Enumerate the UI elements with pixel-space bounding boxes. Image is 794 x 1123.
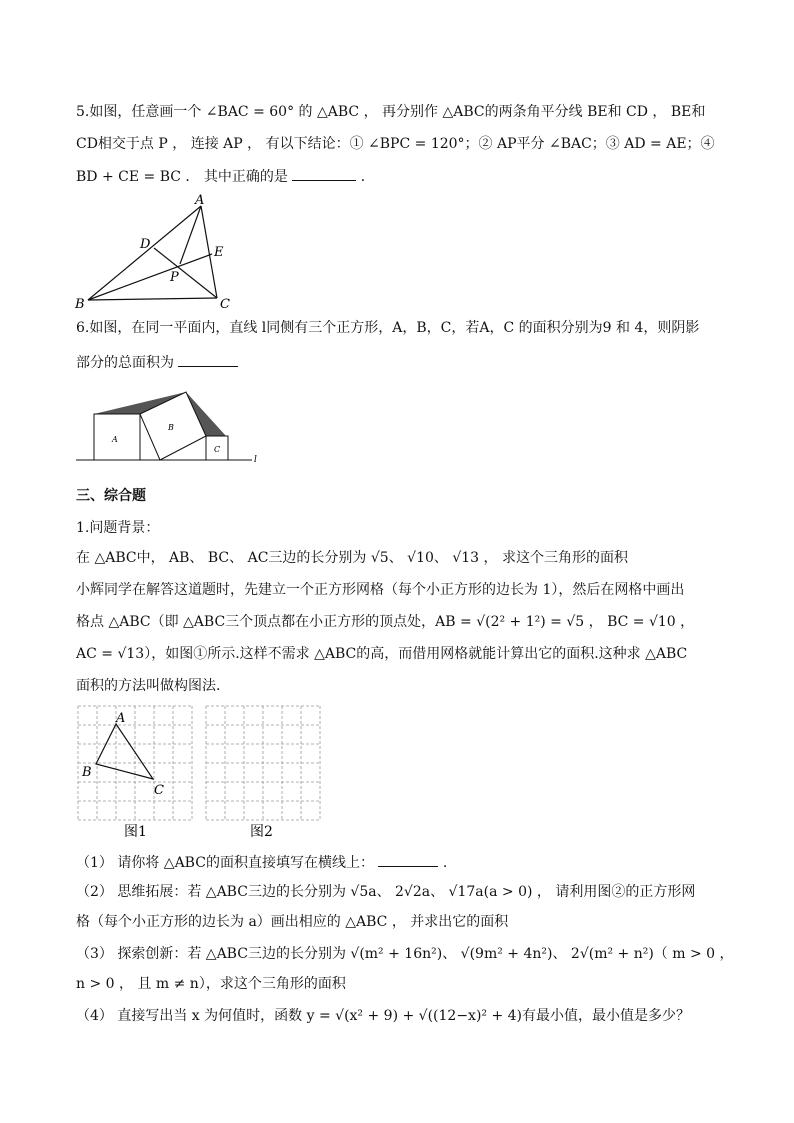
grid-triangle-abc <box>96 724 153 779</box>
q1-part-1 <box>76 852 726 873</box>
grid-label-c: C <box>154 783 164 798</box>
label-c: C <box>220 297 230 312</box>
q1-part-2b: 格（每个小正方形的边长为 a）画出相应的 △ABC ， 并求出它的面积 <box>76 914 509 930</box>
q5-line-1: 5.如图，任意画一个 ∠BAC = 60° 的 △ABC ， 再分别作 △ABC的两条角平分线 BE和 CD ， BE和 <box>76 104 706 120</box>
label-square-c: C <box>214 445 221 454</box>
q1-part-1-end: . <box>442 855 448 871</box>
q1-line-1: 在 △ABC中， AB、 BC、 AC三边的长分别为 √5、 √10、 √13 ， 求这个三角形的面积 <box>76 550 628 566</box>
q1-part-2a: （2） 思维拓展：若 △ABC三边的长分别为 √5a、 2√2a、 √17a(a > 0) ， 请利用图②的正方形网 <box>76 884 696 900</box>
fig1-caption: 图1 <box>124 824 147 840</box>
q5-line-3-text: BD + CE = BC ． 其中正确的是 <box>76 169 288 185</box>
q1-part-3b: n > 0 ， 且 m ≠ n），求这个三角形的面积 <box>76 976 346 992</box>
label-square-b: B <box>168 423 174 432</box>
q1-line-4: AC = √13），如图①所示.这样不需求 △ABC的高，而借用网格就能计算出它的面积.这种求 △ABC <box>76 646 688 662</box>
shaded-region-right <box>186 392 226 436</box>
label-line-l: l <box>254 455 257 465</box>
section-title: 三、综合题 <box>76 488 146 504</box>
q6-squares-figure <box>76 386 266 466</box>
grid-figures <box>76 704 326 854</box>
q5-line-3-end: ． <box>360 169 375 185</box>
q5-answer-blank[interactable] <box>292 166 356 181</box>
q1-line-2: 小辉同学在解答这道题时，先建立一个正方形网格（每个小正方形的边长为 1），然后在网格中画出 <box>76 582 685 598</box>
q1-intro: 1.问题背景： <box>76 520 160 536</box>
q1-line-5: 面积的方法叫做构图法. <box>76 678 221 694</box>
label-e: E <box>214 245 224 260</box>
q5-triangle-figure <box>72 192 242 312</box>
label-a: A <box>195 193 205 208</box>
q1-part-1-blank[interactable] <box>378 852 438 867</box>
q6-line-2 <box>76 352 726 373</box>
label-d: D <box>140 237 151 252</box>
q1-part-1-text: （1） 请你将 △ABC的面积直接填写在横线上： <box>76 855 374 871</box>
q6-line-1: 6.如图，在同一平面内，直线 l同侧有三个正方形，A，B，C，若A，C 的面积分别为9 和 4，则阴影 <box>76 320 700 336</box>
q6-line-2-text: 部分的总面积为 <box>76 355 174 371</box>
grid-label-b: B <box>82 765 92 780</box>
q6-answer-blank[interactable] <box>178 352 238 367</box>
label-p: P <box>170 270 179 285</box>
side-bc <box>88 298 217 300</box>
q1-line-3: 格点 △ABC（即 △ABC三个顶点都在小正方形的顶点处，AB = √(2² + 1²) = √5 ， BC = √10 ， <box>76 614 695 630</box>
bisector-be <box>88 254 212 300</box>
grid-figure-2 <box>206 706 320 820</box>
shaded-region-left <box>94 392 186 414</box>
grid-label-a: A <box>116 711 126 726</box>
q1-part-4: （4） 直接写出当 x 为何值时，函数 y = √(x² + 9) + √((12−x)² + 4)有最小值，最小值是多少？ <box>76 1008 691 1024</box>
q5-line-3 <box>76 166 726 187</box>
grid-figure-1 <box>78 706 192 820</box>
q5-line-2: CD相交于点 P ， 连接 AP ， 有以下结论：① ∠BPC = 120°；② AP平分 ∠BAC；③ AD = AE；④ <box>76 136 715 152</box>
q1-part-3a: （3） 探索创新：若 △ABC三边的长分别为 √(m² + 16n²)、 √(9m² + 4n²)、 2√(m² + n²)（ m > 0 ， <box>76 946 734 962</box>
label-b: B <box>75 297 85 312</box>
label-square-a: A <box>112 435 118 444</box>
fig2-caption: 图2 <box>250 824 273 840</box>
